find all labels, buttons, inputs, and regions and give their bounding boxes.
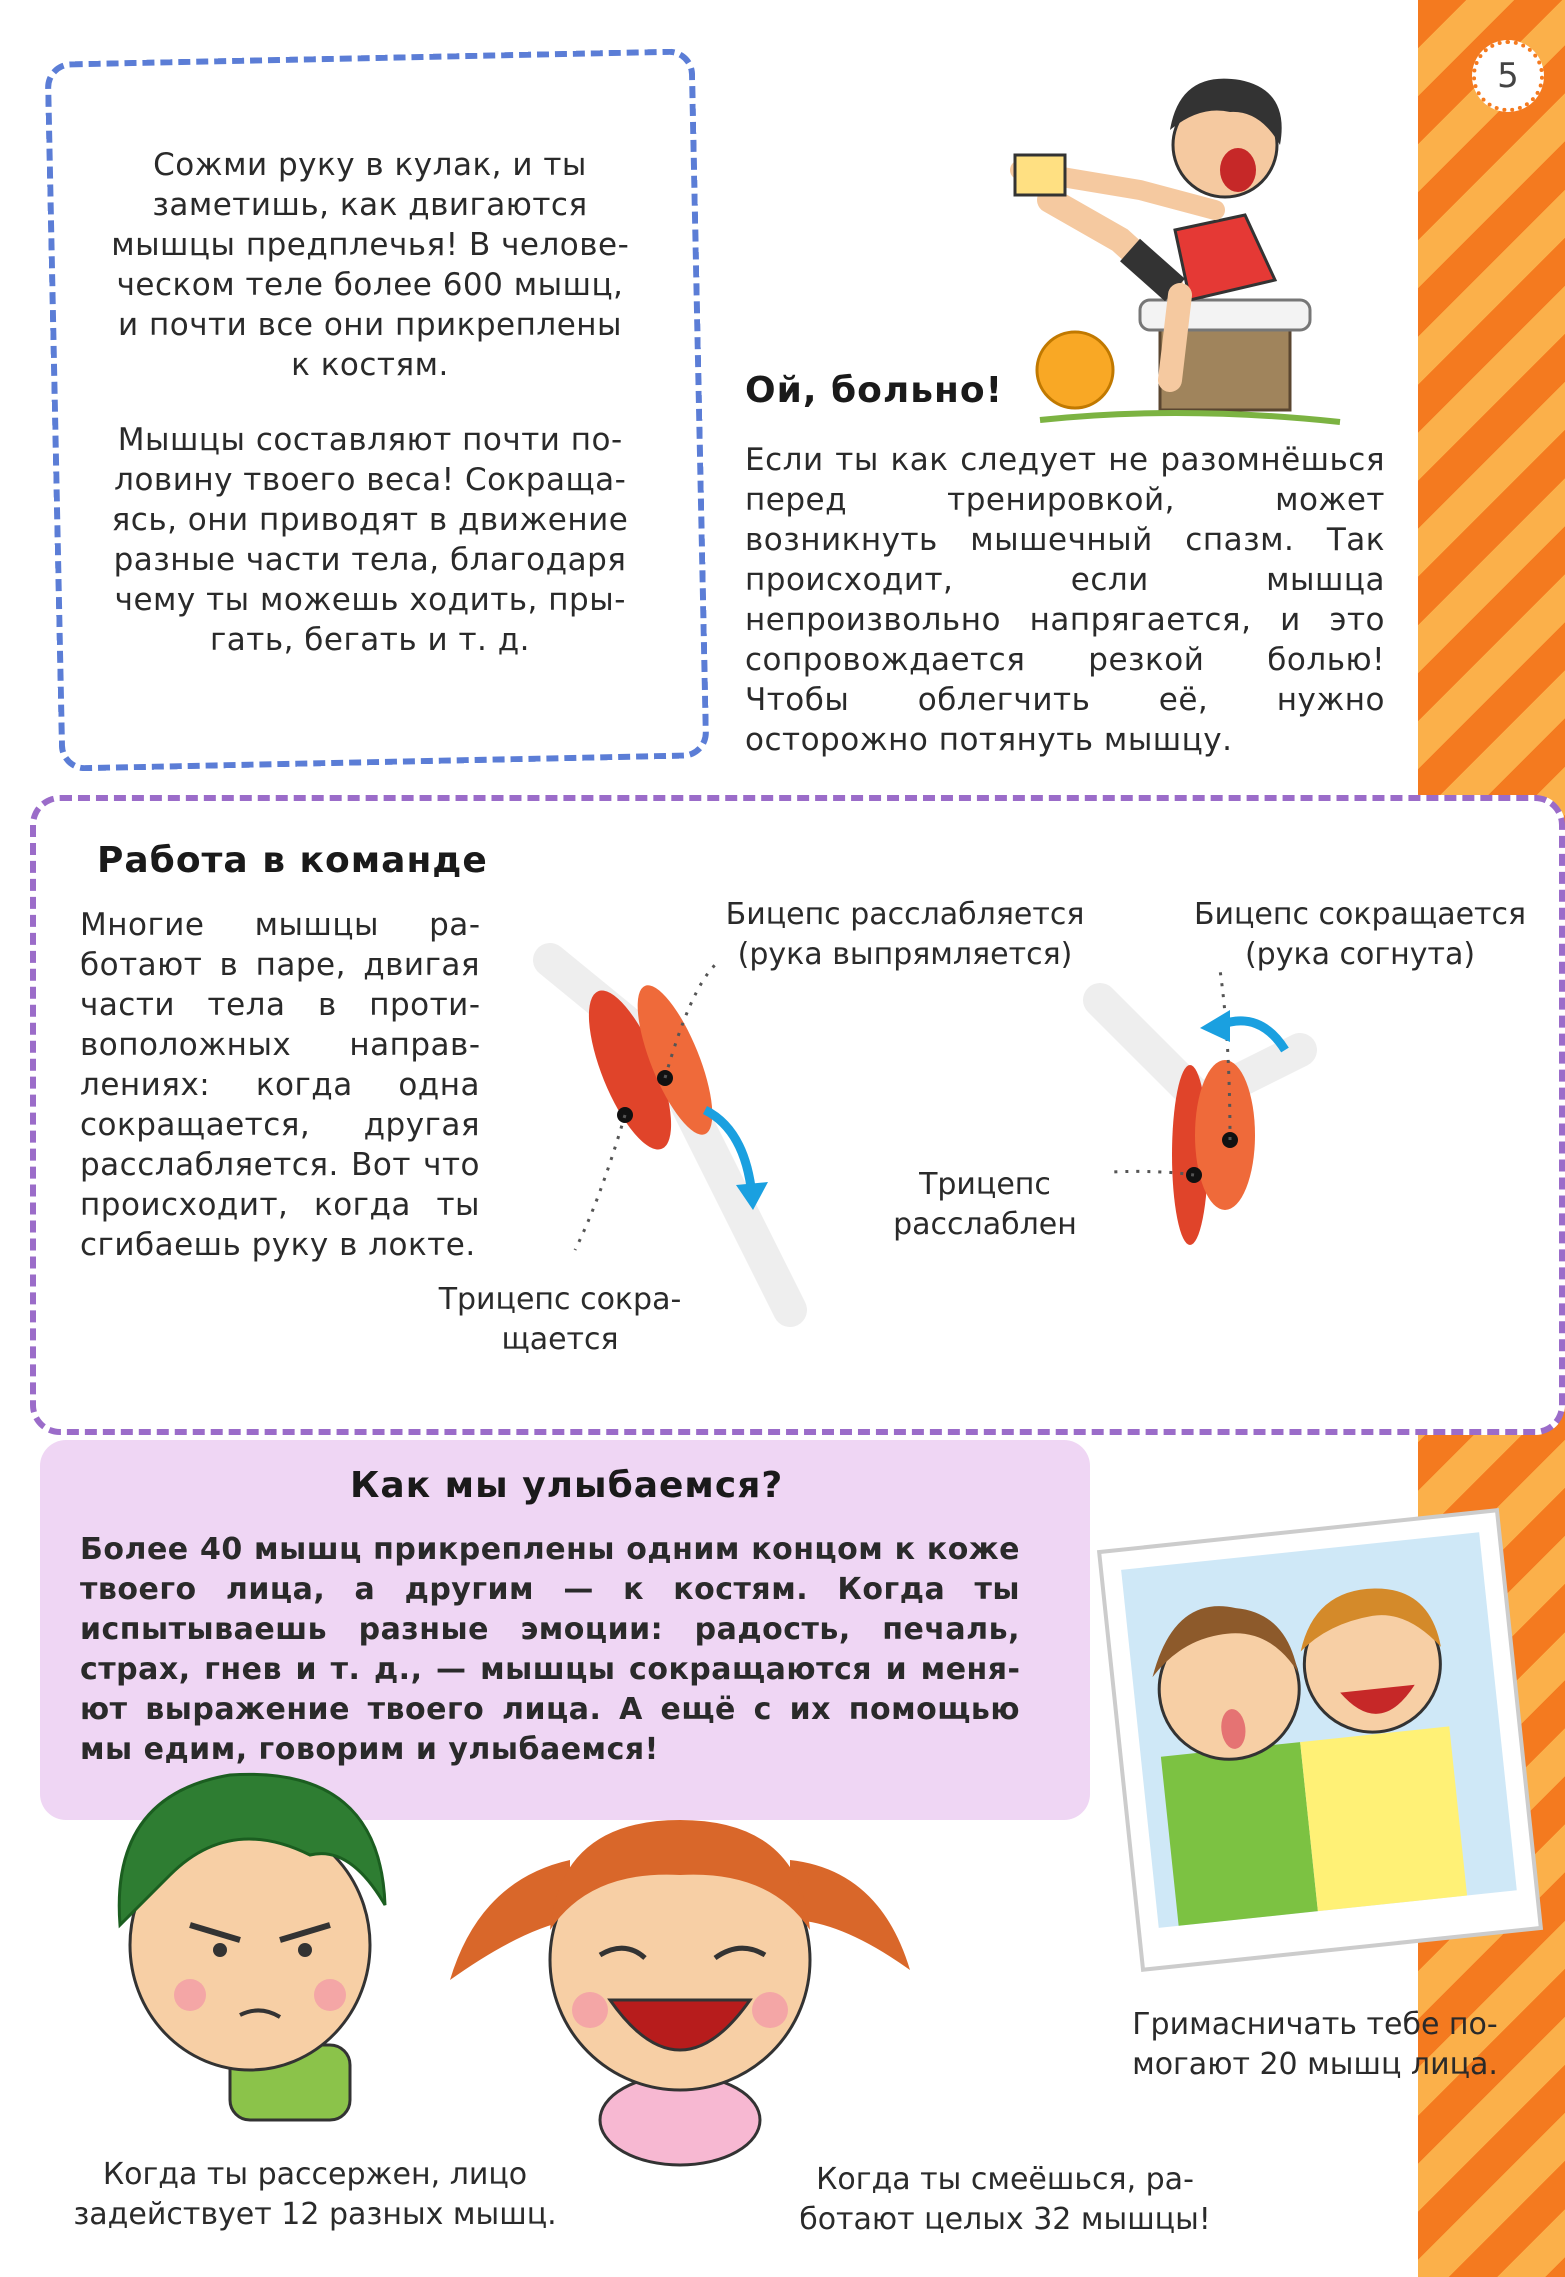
laughing-girl-illustration [440,1780,920,2180]
ball-icon [1037,332,1113,408]
angry-boy-illustration [80,1755,410,2125]
caption-angry: Когда ты рассержен, лицо задействует 12 разных мышц. [73,2157,557,2232]
page-number: 5 [1472,40,1544,112]
intro-paragraph-2: Мышцы составляют почти половину твоего веса! Сокращаясь, они приводят в движение разные части тела, благодаря чему ты можешь ходить, прыгать, бегать и т. д. [111,422,629,658]
caption-grimace: Гримасничать тебе помогают 20 мышц лица. [1132,2007,1498,2082]
cramp-text: Если ты как следует не разомнёшься перед тренировкой, может возникнуть мышечный спазм. Так происходит, если мышца непроизвольно напрягается, и это сопровождается резкой болью! Чтобы облегчить её, нужно осторожно потянуть мышцу. [745,442,1385,758]
arm-muscle-bent-illustration [1080,980,1380,1310]
caption-laugh: Когда ты смеёшься, работают целых 32 мышцы! [799,2162,1211,2237]
team-text: Многие мышцы работают в паре, двигая части тела в противоположных направлениях: когда одна сокращается, другая расслабляется. Вот что происходит, когда ты сгибаешь руку в локте. [80,907,480,1263]
label-triceps-relaxed: Трицепс расслаблен [893,1167,1077,1242]
intro-paragraph-1: Сожми руку в кулак, и ты заметишь, как двигаются мышцы предплечья! В человеческом теле более 600 мышц, и почти все они прикреплены к костям. [111,147,629,383]
smile-text: Более 40 мышц прикреплены одним концом к коже твоего лица, а другим — к костям. Когда ты испытываешь разные эмоции: радость, печаль, страх, гнев и т. д., — мышцы сокращаются и меняют выражение твоего лица. А ещё с их помощью мы едим, говорим и улыбаемся! [80,1532,1020,1767]
kids-grimace-photo [1100,1510,1540,1970]
label-biceps-relaxed: Бицепс расслабляется (рука выпрямляется) [725,897,1085,972]
cramp-title: Ой, больно! [745,370,1004,411]
boy-cramp-illustration [1000,50,1360,430]
label-biceps-contracts: Бицепс сокращается (рука согнута) [1193,897,1527,972]
team-title: Работа в команде [97,840,488,881]
smile-title: Как мы улыбаемся? [350,1465,784,1506]
label-triceps-contracts: Трицепс сокращается [438,1282,682,1357]
